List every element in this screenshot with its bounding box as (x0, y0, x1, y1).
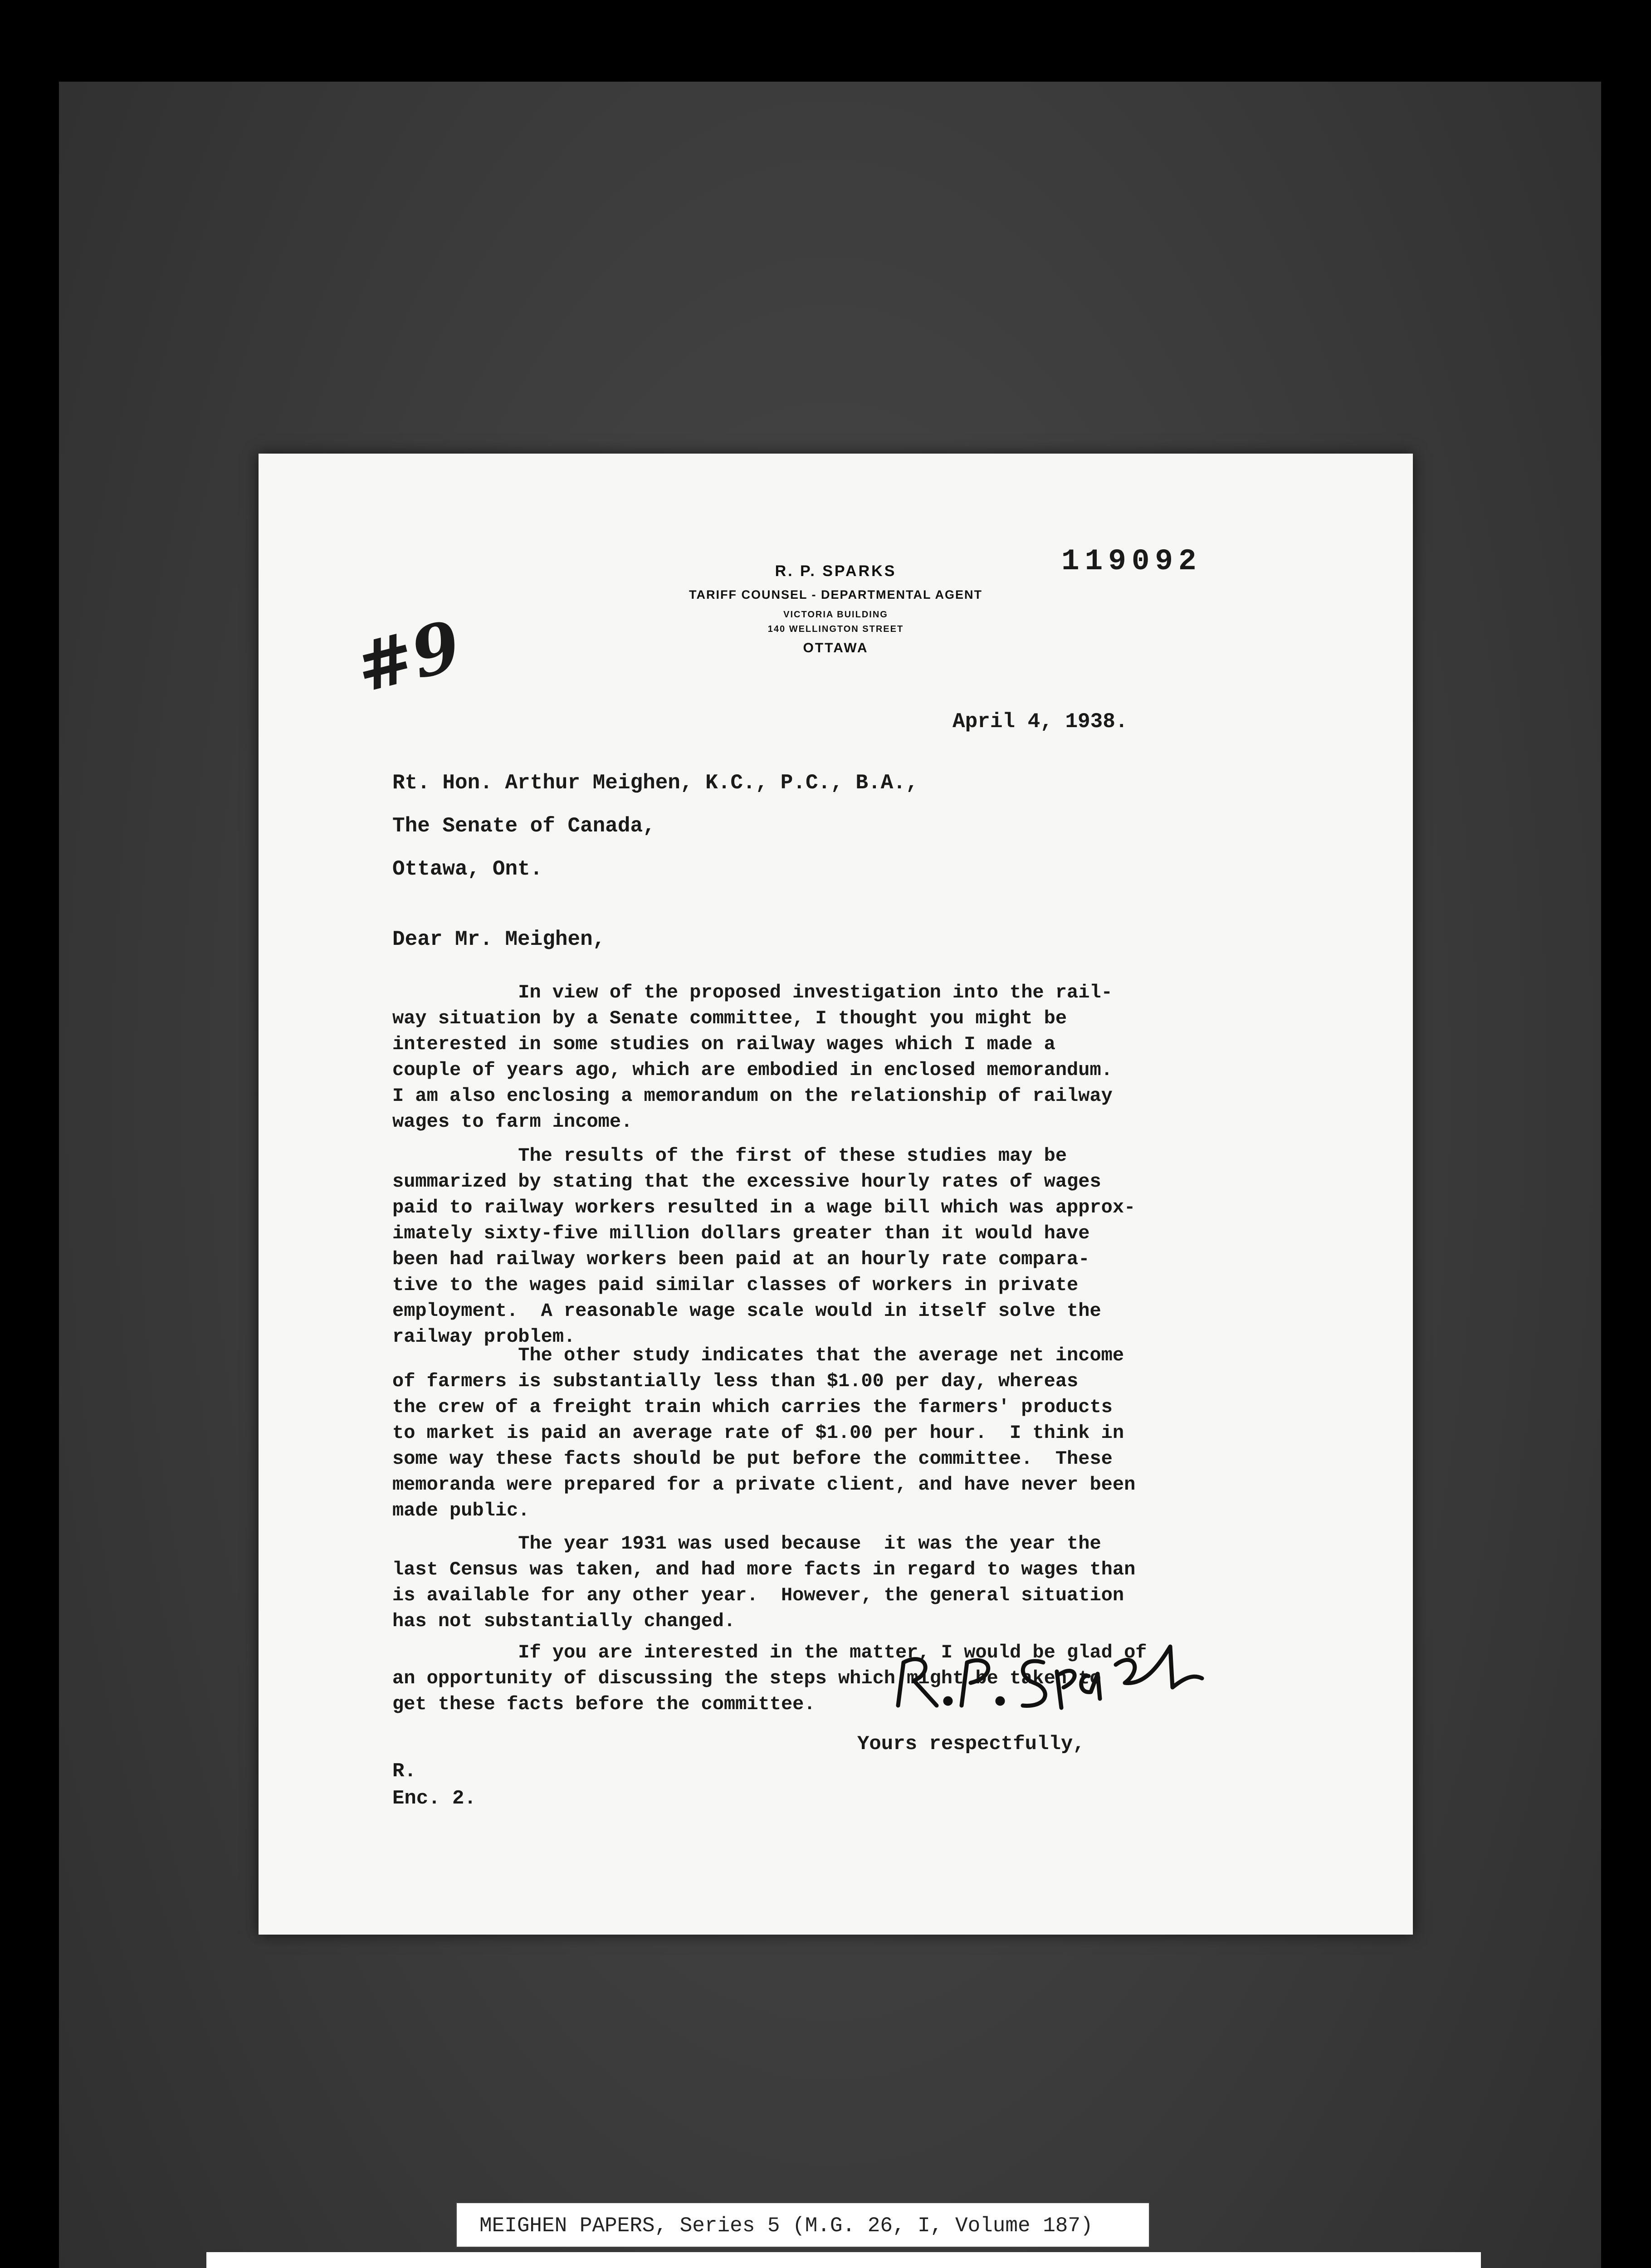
recipient-city: Ottawa, Ont. (392, 857, 543, 881)
paragraph-5: If you are interested in the matter, I would be glad of an opportunity of discussing the steps which might be taken to get these facts before the committee. (392, 1642, 1147, 1715)
closing: Yours respectfully, (857, 1733, 1085, 1755)
paragraph-1: In view of the proposed investigation into the rail- way situation by a Senate committee, I thought you might be interested in some studies on railway wages which I made a couple of years ago, which are embodied in enclosed memorandum. I am also enclosing a memorandum on the relationship of railway wages to farm income. (392, 982, 1113, 1133)
letterhead-street: 140 WELLINGTON STREET (767, 624, 904, 634)
enclosure: Enc. 2. (392, 1787, 476, 1810)
paragraph-2: The results of the first of these studies may be summarized by stating that the excessive hourly rates of wages paid to railway workers resulted in a wage bill which was approx- imately sixty-five million dollars greater than it would have been had railway workers been paid at an hourly rate compara- tive to the wages paid similar classes of workers in private employment. A reasonable wage scale would in itself solve the railway problem. (392, 1145, 1136, 1348)
letterhead-building: VICTORIA BUILDING (783, 610, 888, 620)
archive-collection-label: MEIGHEN PAPERS, Series 5 (M.G. 26, I, Volume 187) (456, 2202, 1150, 2248)
signature (889, 1619, 1216, 1719)
archive-card (206, 2252, 1481, 2268)
reference-number: 119092 (1061, 544, 1202, 578)
recipient-name: Rt. Hon. Arthur Meighen, K.C., P.C., B.A., (392, 771, 918, 795)
letterhead-title: TARIFF COUNSEL - DEPARTMENTAL AGENT (689, 588, 982, 601)
letter-date: April 4, 1938. (952, 710, 1128, 733)
recipient-institution: The Senate of Canada, (392, 814, 655, 838)
signature-strokes (898, 1647, 1202, 1708)
paragraph-4: The year 1931 was used because it was the year the last Census was taken, and had more facts in regard to wages than is available for any other year. However, the general situation has not substantially changed. (392, 1533, 1136, 1632)
paragraph-3: The other study indicates that the average net income of farmers is substantially less than $1.00 per day, whereas the crew of a freight train which carries the farmers' products to market is paid an average rate of $1.00 per hour. I think in some way these facts should be put before the committee. These memoranda were prepared for a private client, and have never been made public. (392, 1344, 1136, 1521)
letterhead-city: OTTAWA (803, 640, 869, 655)
handwritten-mark: #9 (348, 605, 469, 709)
salutation: Dear Mr. Meighen, (392, 928, 606, 951)
letterhead-name: R. P. SPARKS (775, 562, 897, 580)
initials: R. (392, 1760, 416, 1783)
letter-page (259, 454, 1413, 1935)
